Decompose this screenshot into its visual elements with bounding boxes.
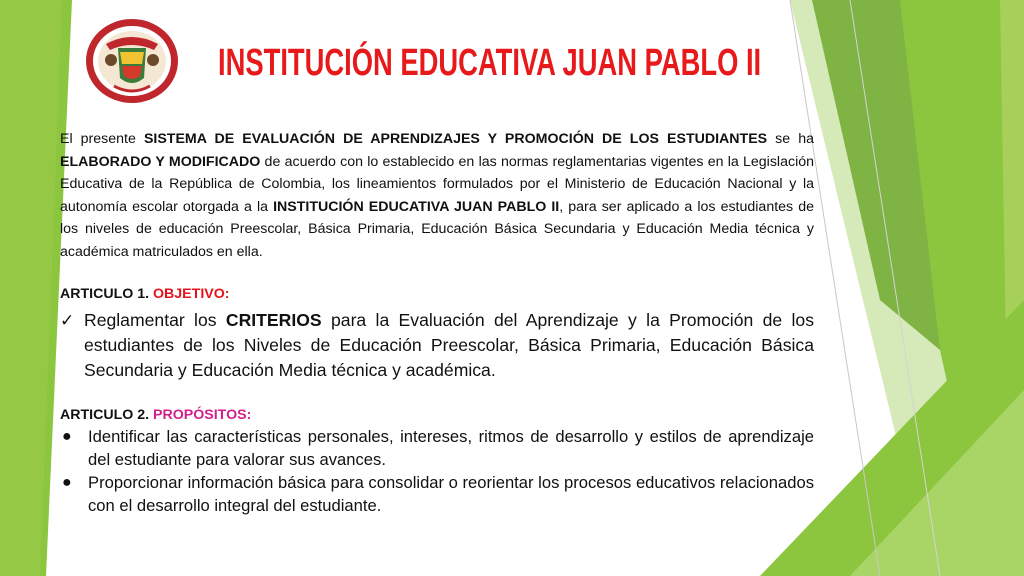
- intro-text: , para ser aplicado a los estudiantes de los niveles de educación Preescolar, Básica Primaria, Educación Básica Secundaria y Educación Media técnica y académica matriculados en ella.: [60, 198, 814, 260]
- article-2-label: ARTICULO 2.: [60, 406, 154, 423]
- bullet-icon: ●: [62, 473, 72, 491]
- article-1-item-text: para la Evaluación del Aprendizaje y la Promoción de los estudiantes de los Niveles de Educación Preescolar, Básica Primaria, Educación Básica Secundaria y Educación Media técnica y académica.: [84, 309, 814, 380]
- article-2-heading: [60, 405, 814, 425]
- intro-paragraph: [60, 128, 814, 264]
- article-1-item-bold: CRITERIOS: [225, 309, 322, 330]
- article-1-list: [60, 308, 814, 383]
- intro-bold-institution: INSTITUCIÓN EDUCATIVA JUAN PABLO II: [273, 198, 560, 215]
- intro-text: de acuerdo con lo establecido en las normas reglamentarias vigentes en la Legislación Educativa de la República de Colombia, los lineamientos formulados por el Ministerio de Educación Nacional y la autonomía escolar otorgada a la: [60, 153, 814, 215]
- article-2-list: [60, 425, 814, 517]
- page-title: INSTITUCIÓN EDUCATIVA JUAN PABLO II: [218, 42, 762, 84]
- intro-text: se ha: [767, 131, 814, 147]
- bullet-icon: ●: [62, 427, 72, 445]
- intro-text: El presente: [60, 131, 144, 147]
- article-2-item-text: Proporcionar información básica para consolidar o reorientar los procesos educativos relacionados con el desarrollo integral del estudiante.: [88, 472, 814, 515]
- article-1-label: ARTICULO 1.: [60, 285, 154, 302]
- content: [60, 128, 814, 517]
- school-crest-icon: [84, 16, 180, 106]
- article-1-heading: [60, 284, 814, 304]
- article-1-title: OBJETIVO:: [153, 285, 230, 302]
- list-item: [60, 471, 814, 517]
- article-2-item-text: Identificar las características personales, intereses, ritmos de desarrollo y estilos de aprendizaje del estudiante para valorar sus avances.: [88, 426, 814, 469]
- list-item: [60, 425, 814, 471]
- checkmark-icon: ✓: [60, 310, 75, 330]
- intro-bold-elaborated: ELABORADO Y MODIFICADO: [60, 153, 261, 170]
- list-item: [60, 308, 814, 383]
- article-1-item-text: Reglamentar los: [84, 309, 226, 330]
- article-2-title: PROPÓSITOS:: [153, 406, 252, 423]
- intro-bold-system: SISTEMA DE EVALUACIÓN DE APRENDIZAJES Y PROMOCIÓN DE LOS ESTUDIANTES: [143, 131, 768, 147]
